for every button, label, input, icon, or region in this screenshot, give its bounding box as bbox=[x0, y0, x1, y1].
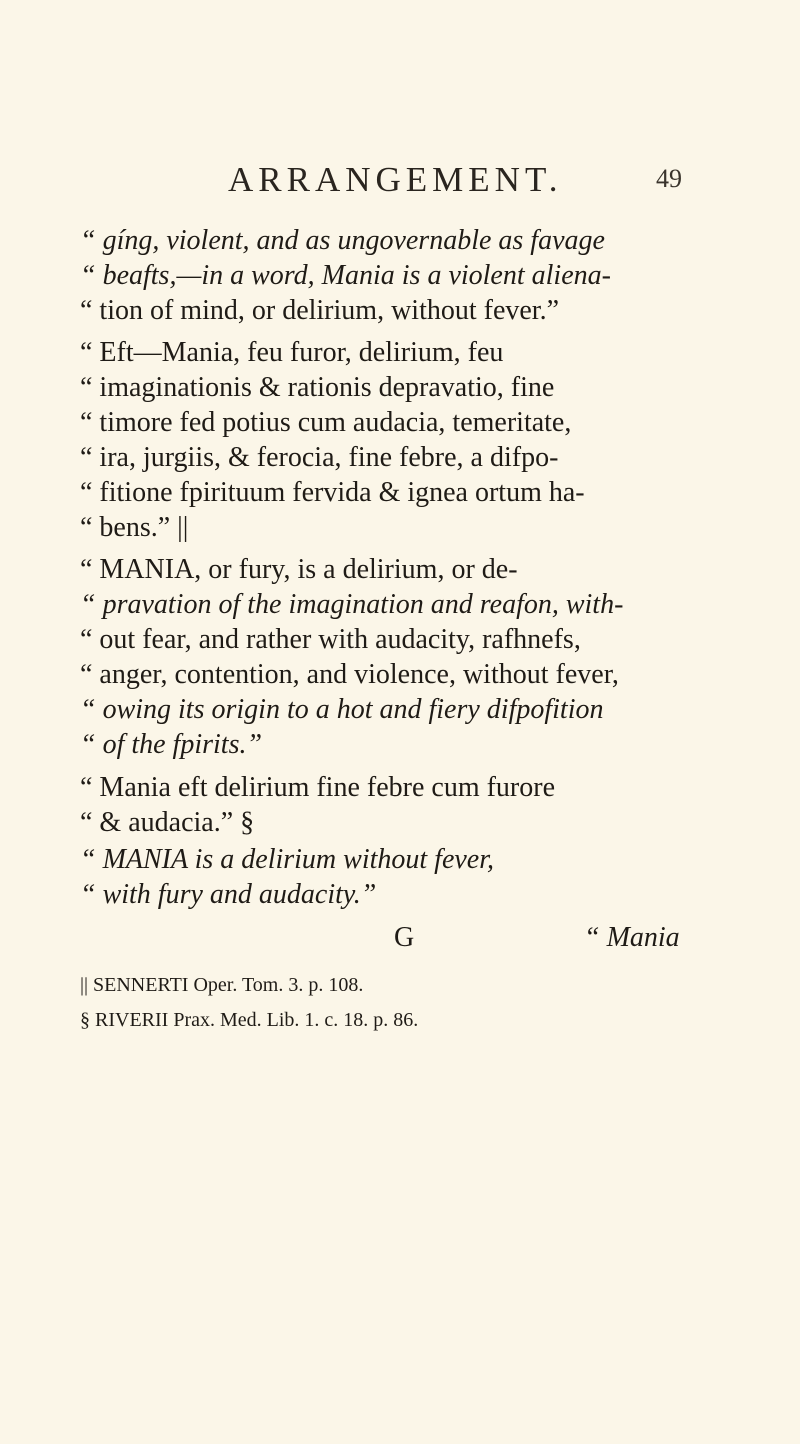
text-line: “ of the fpirits.” bbox=[80, 729, 263, 760]
text-line: “ timore fed potius cum audacia, temeritate, bbox=[80, 407, 572, 438]
page-number: 49 bbox=[656, 164, 682, 193]
text-line: “ gíng, violent, and as ungovernable as favage bbox=[80, 225, 605, 256]
footnote: || SENNERTI Oper. Tom. 3. p. 108. bbox=[80, 974, 364, 996]
running-head: ARRANGEMENT. bbox=[228, 160, 563, 199]
paragraph-4 bbox=[80, 770, 720, 840]
text-line: “ anger, contention, and violence, without fever, bbox=[80, 659, 619, 690]
text-line: “ fitione fpirituum fervida & ignea ortum ha- bbox=[80, 477, 585, 508]
paragraph-2 bbox=[80, 335, 720, 545]
text-line: “ MANIA, or fury, is a delirium, or de- bbox=[80, 554, 518, 585]
text-line: “ Eft—Mania, feu furor, delirium, feu bbox=[80, 337, 504, 368]
text-line: “ Mania eft delirium fine febre cum furore bbox=[80, 772, 556, 803]
text-line: “ MANIA is a delirium without fever, bbox=[80, 844, 495, 875]
paragraph-3 bbox=[80, 552, 720, 762]
signature-mark: G bbox=[394, 922, 415, 953]
paragraph-5 bbox=[80, 842, 720, 912]
text-line: “ tion of mind, or delirium, without fever.” bbox=[80, 295, 560, 326]
text-line: “ owing its origin to a hot and fiery difpofition bbox=[80, 694, 604, 725]
text-line: “ beafts,—in a word, Mania is a violent aliena- bbox=[80, 260, 611, 291]
text-line: “ pravation of the imagination and reafon, with- bbox=[80, 589, 624, 620]
text-line: “ & audacia.” § bbox=[80, 807, 255, 838]
footnotes bbox=[80, 968, 418, 1038]
text-line: “ imaginationis & rationis depravatio, fine bbox=[80, 372, 555, 403]
paragraph-1 bbox=[80, 223, 720, 328]
text-line: “ with fury and audacity.” bbox=[80, 879, 377, 910]
text-line: “ out fear, and rather with audacity, rafhnefs, bbox=[80, 624, 581, 655]
text-line: “ bens.” || bbox=[80, 512, 189, 543]
text-line: “ ira, jurgiis, & ferocia, fine febre, a difpo- bbox=[80, 442, 559, 473]
catchword: “ Mania bbox=[584, 922, 680, 953]
footnote: § RIVERII Prax. Med. Lib. 1. c. 18. p. 86. bbox=[80, 1009, 419, 1031]
